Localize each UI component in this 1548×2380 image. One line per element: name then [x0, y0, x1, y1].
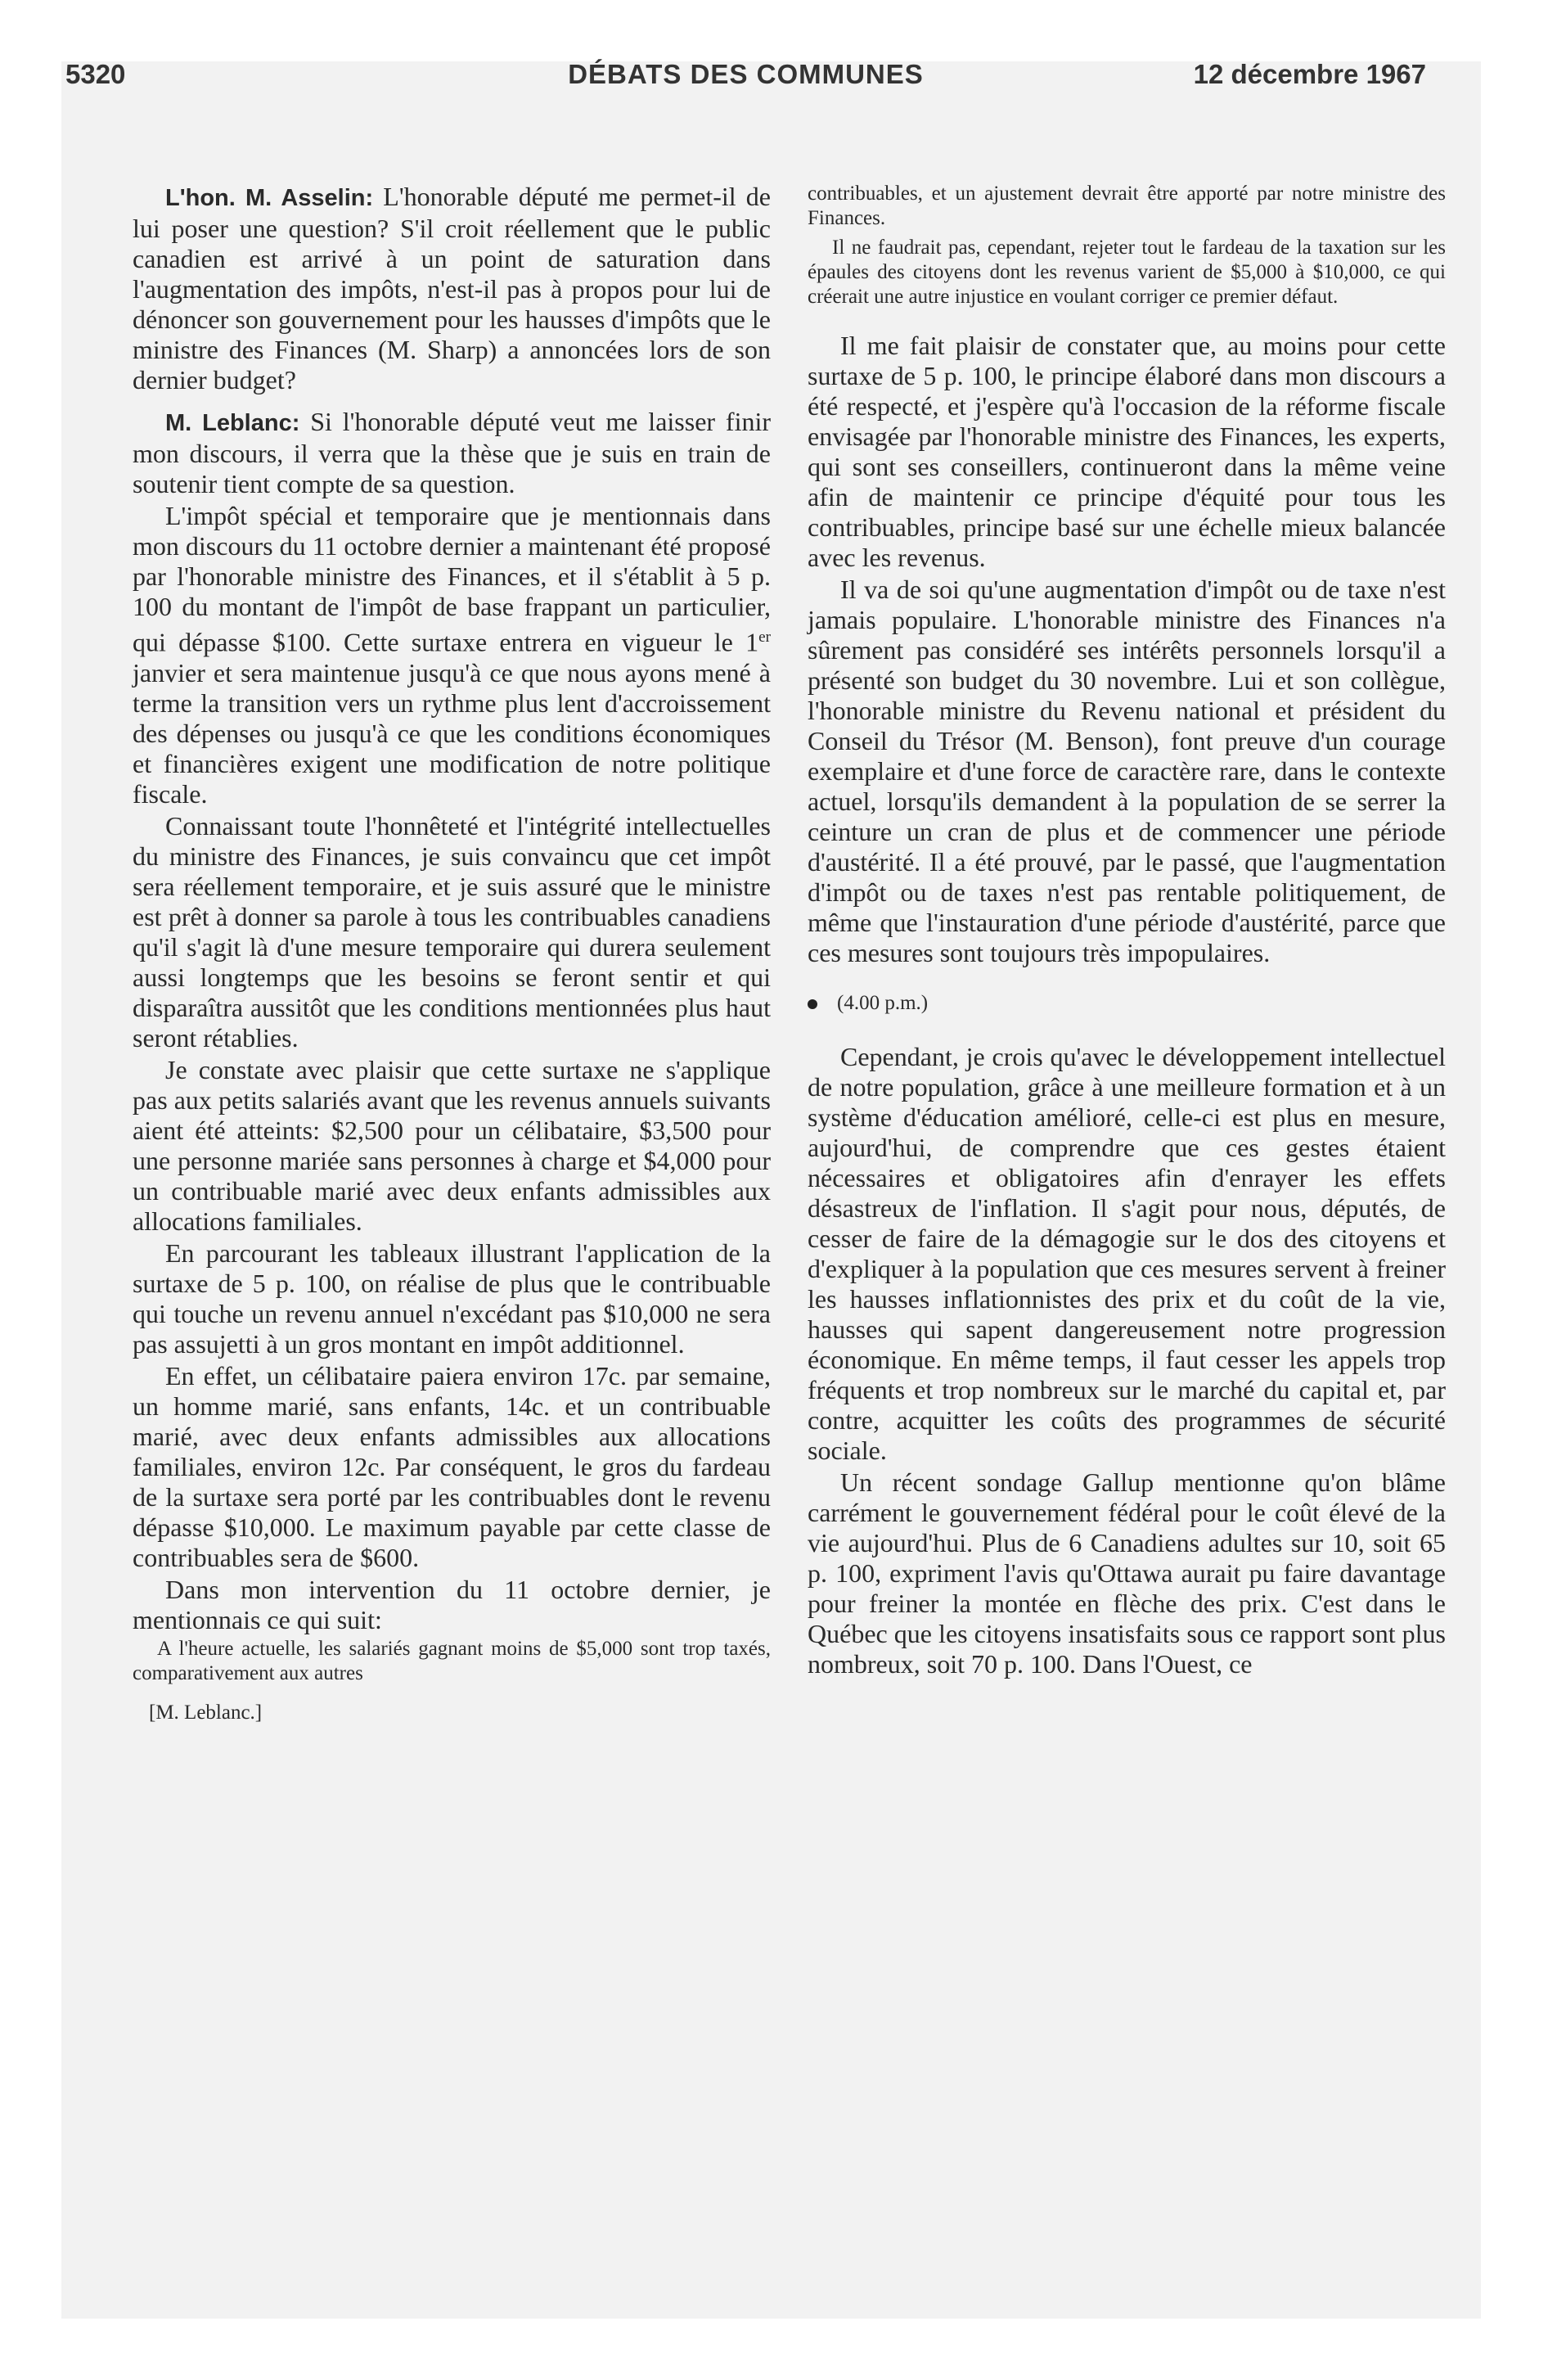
- quoted-text: Il ne faudrait pas, cependant, rejeter tout le fardeau de la taxation sur les épaules des citoyens dont les revenus varient de $5,000 à $10,000, ce qui créerait une autre injustice en voulant corriger ce premier défaut.: [808, 237, 1446, 308]
- paragraph-text: Si l'honorable député veut me laisser finir mon discours, il verra que la thèse que je suis en train de soutenir tient compte de sa question.: [133, 407, 772, 498]
- quoted-text: A l'heure actuelle, les salariés gagnant moins de $5,000 sont trop taxés, comparativement aux autres: [133, 1637, 771, 1684]
- page-number: 5320: [65, 59, 126, 89]
- quoted-text: contribuables, et un ajustement devrait être apporté par notre ministre des Finances.: [808, 183, 1446, 229]
- paragraph: Cependant, je crois qu'avec le développement intellectuel de notre population, grâce à une meilleure formation et à un système d'éducation amélioré, celle-ci est plus en mesure, aujourd'hui, de comprendre que ces gestes étaient nécessaires et obligatoires afin d'enrayer les effets désastreux de l'inflation. Il s'agit pour nous, députés, de cesser de faire de la démagogie sur le dos des citoyens et d'expliquer à la population que ces mesures servent à freiner les hausses inflationnistes des prix et du coût de la vie, hausses qui sapent dangereusement notre progression économique. En même temps, il faut cesser les appels trop fréquents et trop nombreux sur le marché du capital et, par contre, acquitter les coûts des programmes de sécurité sociale.: [808, 1042, 1446, 1465]
- publication-title: DÉBATS DES COMMUNES: [568, 59, 924, 89]
- paragraph-text: L'honorable député me permet-il de lui poser une question? S'il croit réellement que le public canadien est arrivé à un point de saturation dans l'augmentation des impôts, n'est-il pas à propos pour lui de dénoncer son gouvernement pour les hausses d'impôts que le ministre des Finances (M. Sharp) a annoncées lors de son dernier budget?: [133, 182, 771, 394]
- paragraph: Il va de soi qu'une augmentation d'impôt ou de taxe n'est jamais populaire. L'honorable ministre des Finances n'a sûrement pas considéré ses intérêts personnels lorsqu'il a présenté son budget du 30 novembre. Lui et son collègue, l'honorable ministre du Revenu national et président du Conseil du Trésor (M. Benson), font preuve d'un courage exemplaire et d'une force de caractère rare, dans le contexte actuel, lorsqu'ils demandent à la population de se serrer la ceinture un cran de plus et de commencer une période d'austérité. Il a été prouvé, par le passé, que l'augmentation d'impôt ou de taxes n'est pas rentable politiquement, de même que l'instauration d'une période d'austérité, parce que ces mesures sont toujours très impopulaires.: [808, 575, 1446, 967]
- paragraph: Dans mon intervention du 11 octobre dernier, je mentionnais ce qui suit:: [133, 1574, 771, 1634]
- paragraph: En parcourant les tableaux illustrant l'application de la surtaxe de 5 p. 100, on réalise de plus que le contribuable qui touche un revenu annuel n'excédant pas $10,000 ne sera pas assujetti à un gros montant en impôt additionnel.: [133, 1237, 771, 1359]
- paragraph-text: L'impôt spécial et temporaire que je mentionnais dans mon discours du 11 octobre dernier a maintenant été proposé par l'honorable ministre des Finances, et il s'établit à 5 p. 100 du montant de l'impôt de base frappant un particulier, qui dépasse $100. Cette surtaxe entrera en vigueur le 1: [133, 501, 771, 657]
- paragraph: En effet, un célibataire paiera environ 17c. par semaine, un homme marié, sans enfants, 14c. et un contribuable marié, avec deux enfants admissibles aux allocations familiales, environ 12c. Par conséquent, le gros du fardeau de la surtaxe sera porté par les contribuables dont le revenu dépasse $10,000. Le maximum payable par cette classe de contribuables sera de $600.: [133, 1360, 771, 1572]
- speaker-name: L'hon. M. Asselin:: [165, 185, 374, 211]
- superscript: er: [758, 629, 771, 646]
- speaker-name: M. Leblanc:: [165, 410, 300, 436]
- time-text: (4.00 p.m.): [837, 992, 929, 1014]
- time-marker: [808, 989, 1446, 1017]
- speaker-footer: [M. Leblanc.]: [149, 1701, 263, 1724]
- paragraph: Connaissant toute l'honnêteté et l'intégrité intellectuelles du ministre des Finances, je suis convaincu que cet impôt sera réellement temporaire, et je suis assuré que le ministre est prêt à donner sa parole à tous les contribuables canadiens qu'il s'agit là d'une mesure temporaire qui durera seulement aussi longtemps que les besoins se feront sentir et qui disparaîtra aussitôt que les conditions mentionnées plus haut seront rétablies.: [133, 810, 771, 1053]
- paragraph: Je constate avec plaisir que cette surtaxe ne s'applique pas aux petits salariés avant que les revenus annuels suivants aient été atteints: $2,500 pour un célibataire, $3,500 pour une personne mariée sans personnes à charge et $4,000 pour un contribuable marié avec deux enfants admissibles aux allocations familiales.: [133, 1054, 771, 1236]
- paragraph: Il me fait plaisir de constater que, au moins pour cette surtaxe de 5 p. 100, le principe élaboré dans mon discours a été respecté, et j'espère qu'à l'occasion de la réforme fiscale envisagée par l'honorable ministre des Finances, les experts, qui sont ses conseillers, continueront dans la même veine afin de maintenir ce principe d'équité pour tous les contribuables, principe basé sur une échelle mieux balancée avec les revenus.: [808, 331, 1446, 572]
- paragraph: Un récent sondage Gallup mentionne qu'on blâme carrément le gouvernement fédéral pour le coût élevé de la vie aujourd'hui. Plus de 6 Canadiens adultes sur 10, soit 65 p. 100, expriment l'avis qu'Ottawa aurait pu faire davantage pour freiner la montée en flèche des prix. C'est dans le Québec que les citoyens insatisfaits sous ce rapport sont plus nombreux, soit 70 p. 100. Dans l'Ouest, ce: [808, 1467, 1446, 1679]
- left-column: [133, 182, 771, 1732]
- bullet-dot-icon: [808, 999, 817, 1009]
- page-date: 12 décembre 1967: [1193, 59, 1426, 89]
- paragraph: [133, 407, 771, 499]
- page-header: [65, 59, 1426, 108]
- paragraph-text: janvier et sera maintenue jusqu'à ce que nous ayons mené à terme la transition vers un rythme plus lent d'accroissement des dépenses ou jusqu'à ce que les conditions économiques et financières exigent une modification de notre politique fiscale.: [133, 657, 771, 809]
- paragraph: [133, 182, 771, 395]
- paragraph: [133, 501, 771, 809]
- right-column: [808, 182, 1446, 1681]
